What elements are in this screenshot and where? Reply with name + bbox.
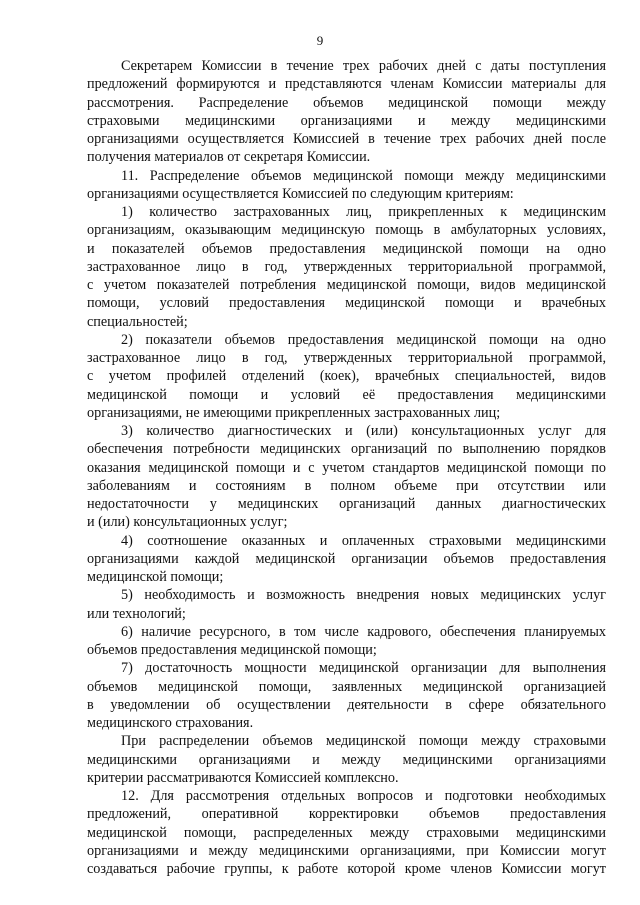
text-line: предложений формируются и представляются членам Комиссии материалы для <box>87 76 606 93</box>
text-line: организациями и между медицинскими организациями, при Комиссии могут <box>87 842 606 859</box>
paragraph-distribution <box>87 732 606 787</box>
paragraph-criterion-2 <box>87 331 606 422</box>
text-line: организациями, не имеющими прикрепленных застрахованных лиц; <box>87 404 501 421</box>
text-line: 7) достаточность мощности медицинской организации для выполнения <box>121 660 606 677</box>
text-line: 4) соотношение оказанных и оплаченных страховыми медицинскими <box>121 532 606 549</box>
text-line: организациям, оказывающим медицинскую помощь в амбулаторных условиях, <box>87 222 606 239</box>
paragraph-criterion-3 <box>87 422 606 532</box>
document-body <box>87 57 606 878</box>
page-number: 9 <box>316 33 324 48</box>
text-line: с учетом показателей потребления медицинской помощи, видов медицинской <box>87 277 606 293</box>
text-line: заболеваниям и состояниям в полном объеме при отсутствии или <box>87 477 606 494</box>
text-line: 6) наличие ресурсного, в том числе кадрового, обеспечения планируемых <box>121 623 606 640</box>
text-line: оказания медицинской помощи и с учетом стандартов медицинской помощи по <box>87 459 606 476</box>
text-line: получения материалов от секретаря Комиссии. <box>87 149 371 166</box>
text-line: застрахованное лицо в год, утвержденных территориальной программой, <box>87 350 606 366</box>
paragraph-criterion-5 <box>87 586 606 623</box>
text-line: предложений, оперативной корректировки объемов предоставления <box>87 806 606 823</box>
paragraph-11 <box>87 167 606 204</box>
text-line: 11. Распределение объемов медицинской помощи между медицинскими <box>121 167 606 184</box>
text-line: помощи, условий предоставления медицинской помощи и врачебных <box>87 295 606 312</box>
text-line: медицинскими организациями и между медицинскими организациями <box>87 751 606 768</box>
text-line: и показателей объемов предоставления медицинской помощи на одно <box>87 240 606 257</box>
paragraph-criterion-1 <box>87 203 606 331</box>
text-line: застрахованное лицо в год, утвержденных территориальной программой, <box>87 258 606 275</box>
text-line: недостаточности у медицинских организаций данных диагностических <box>87 496 606 512</box>
paragraph-12 <box>87 787 606 878</box>
text-line: организациями каждой медицинской организации объемов предоставления <box>87 550 606 567</box>
text-line: организациями осуществляется Комиссией по следующим критериям: <box>87 185 514 202</box>
paragraph-criterion-7 <box>87 659 606 732</box>
text-line: 12. Для рассмотрения отдельных вопросов и подготовки необходимых <box>121 788 606 804</box>
text-line: с учетом профилей отделений (коек), врачебных специальностей, видов <box>87 368 606 385</box>
text-line: медицинской помощи; <box>87 569 224 585</box>
text-line: организациями осуществляется Комиссией в течение трех рабочих дней после <box>87 131 606 147</box>
text-line: создаваться рабочие группы, к работе которой кроме членов Комиссии могут <box>87 861 606 877</box>
text-line: критерии рассматриваются Комиссией комплексно. <box>87 769 399 786</box>
text-line: объемов медицинской помощи, заявленных медицинской организацией <box>87 678 606 695</box>
text-line: 5) необходимость и возможность внедрения новых медицинских услуг <box>121 587 606 604</box>
text-line: медицинского страхования. <box>87 715 254 731</box>
text-line: обеспечения потребности медицинских организаций по выполнению порядков <box>87 441 606 458</box>
text-line: рассмотрения. Распределение объемов медицинской помощи между <box>87 94 606 111</box>
text-line: и (или) консультационных услуг; <box>87 514 288 531</box>
text-line: или технологий; <box>87 605 186 622</box>
paragraph-secretary <box>87 57 606 167</box>
text-line: специальностей; <box>87 313 188 330</box>
text-line: медицинской помощи и условий её предоставления медицинскими <box>87 386 606 403</box>
paragraph-criterion-4 <box>87 532 606 587</box>
text-line: 3) количество диагностических и (или) консультационных услуг для <box>121 423 606 439</box>
text-line: При распределении объемов медицинской помощи между страховыми <box>121 733 606 750</box>
text-line: медицинской помощи, распределенных между страховыми медицинскими <box>87 824 606 841</box>
text-line: объемов предоставления медицинской помощи; <box>87 642 377 658</box>
text-line: 1) количество застрахованных лиц, прикрепленных к медицинским <box>121 204 606 220</box>
paragraph-criterion-6 <box>87 623 606 660</box>
text-line: 2) показатели объемов предоставления медицинской помощи на одно <box>121 331 606 348</box>
text-line: в уведомлении об осуществлении деятельности в сфере обязательного <box>87 696 606 713</box>
text-line: страховыми медицинскими организациями и между медицинскими <box>87 112 606 129</box>
text-line: Секретарем Комиссии в течение трех рабочих дней с даты поступления <box>121 58 606 74</box>
